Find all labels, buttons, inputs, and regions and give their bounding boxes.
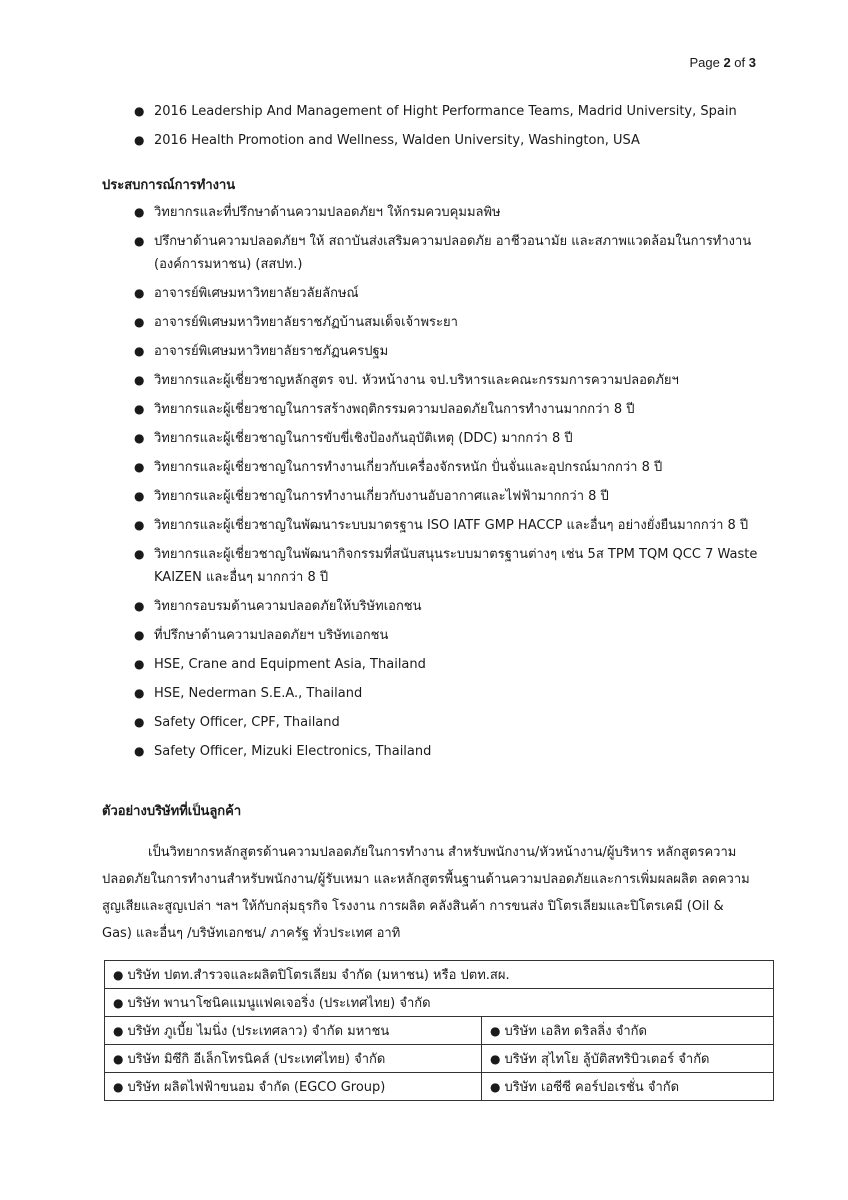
table-cell bbox=[105, 1045, 482, 1073]
page-number bbox=[689, 55, 756, 70]
table-cell bbox=[105, 1073, 482, 1101]
table-cell bbox=[482, 1073, 774, 1101]
page-total: 3 bbox=[748, 55, 756, 70]
experience-item: ● วิทยากรและผู้เชี่ยวชาญในการสร้างพฤติกรรมความปลอดภัยในการทำงานมากกว่า 8 ปี bbox=[134, 398, 774, 421]
clients-table bbox=[104, 960, 774, 1101]
experience-item: ● วิทยากรและผู้เชี่ยวชาญในพัฒนาระบบมาตรฐาน ISO IATF GMP HACCP และอื่นๆ อย่างยั่งยืนมากกว่า 8 ปี bbox=[134, 514, 774, 537]
table-cell bbox=[482, 1017, 774, 1045]
experience-item: ● วิทยากรอบรมด้านความปลอดภัยให้บริษัทเอกชน bbox=[134, 595, 774, 618]
bullet-icon: ● bbox=[113, 996, 124, 1010]
experience-item: ● วิทยากรและผู้เชี่ยวชาญในการทำงานเกี่ยวกับเครื่องจักรหนัก ปั่นจั่นและอุปกรณ์มากกว่า 8 ปี bbox=[134, 456, 774, 479]
experience-item: ● ปรึกษาด้านความปลอดภัยฯ ให้ สถาบันส่งเสริมความปลอดภัย อาชีวอนามัย และสภาพแวดล้อมในการทำงาน (องค์การมหาชน) (สสปท.) bbox=[134, 230, 774, 276]
bullet-icon: ● bbox=[113, 968, 124, 982]
table-row bbox=[105, 989, 774, 1017]
clients-heading: ตัวอย่างบริษัทที่เป็นลูกค้า bbox=[102, 804, 242, 819]
clients-intro-paragraph: เป็นวิทยากรหลักสูตรด้านความปลอดภัยในการทำงาน สำหรับพนักงาน/หัวหน้างาน/ผู้บริหาร หลักสูตรความปลอดภัยในการทำงานสำหรับพนักงาน/ผู้รับเหมา และหลักสูตรพื้นฐานด้านความปลอดภัยและการเพิ่มผลผลิต ลดความสูญเสียและสูญเปล่า ฯลฯ ให้กับกลุ่มธุรกิจ โรงงาน การผลิต คลังสินค้า การขนส่ง ปิโตรเลียมและปิโตรเคมี (Oil & Gas) และอื่นๆ /บริษัทเอกชน/ ภาครัฐ ทั่วประเทศ อาทิ bbox=[102, 845, 750, 941]
page-current: 2 bbox=[723, 55, 731, 70]
education-item: ● 2016 Leadership And Management of Hight Performance Teams, Madrid University, Spain bbox=[134, 100, 774, 123]
experience-item: ● วิทยากรและผู้เชี่ยวชาญในการขับขี่เชิงป้องกันอุบัติเหตุ (DDC) มากกว่า 8 ปี bbox=[134, 427, 774, 450]
client-name: บริษัท เอซีซี คอร์ปอเรชั่น จำกัด bbox=[504, 1080, 680, 1095]
table-cell bbox=[482, 1045, 774, 1073]
client-name: บริษัท ผลิตไฟฟ้าขนอม จำกัด (EGCO Group) bbox=[127, 1080, 386, 1095]
client-name: บริษัท สุไทโย ลู้บัติสทริบิวเตอร์ จำกัด bbox=[504, 1052, 710, 1067]
experience-item: ● วิทยากรและผู้เชี่ยวชาญในการทำงานเกี่ยวกับงานอับอากาศและไฟฟ้ามากกว่า 8 ปี bbox=[134, 485, 774, 508]
table-cell bbox=[105, 989, 774, 1017]
client-name: บริษัท ภูเบี้ย ไมนิ่ง (ประเทศลาว) จำกัด มหาชน bbox=[127, 1024, 390, 1039]
table-cell bbox=[105, 1017, 482, 1045]
client-name: บริษัท พานาโซนิคแมนูแฟคเจอริ่ง (ประเทศไทย) จำกัด bbox=[127, 996, 431, 1011]
experience-item: ● Safety Officer, Mizuki Electronics, Thailand bbox=[134, 740, 774, 763]
table-cell bbox=[105, 961, 774, 989]
experience-item: ● วิทยากรและที่ปรึกษาด้านความปลอดภัยฯ ให้กรมควบคุมมลพิษ bbox=[134, 201, 774, 224]
bullet-icon: ● bbox=[490, 1080, 501, 1094]
experience-item: ● อาจารย์พิเศษมหาวิทยาลัยราชภัฏนครปฐม bbox=[134, 340, 774, 363]
client-name: บริษัท เอลิท ดริลลิ่ง จำกัด bbox=[504, 1024, 647, 1039]
bullet-icon: ● bbox=[113, 1052, 124, 1066]
experience-item: ● วิทยากรและผู้เชี่ยวชาญหลักสูตร จป. หัวหน้างาน จป.บริหารและคณะกรรมการความปลอดภัยฯ bbox=[134, 369, 774, 392]
table-row bbox=[105, 961, 774, 989]
bullet-icon: ● bbox=[113, 1024, 124, 1038]
page-prefix: Page bbox=[689, 55, 720, 70]
table-row bbox=[105, 1045, 774, 1073]
client-name: บริษัท ปตท.สำรวจและผลิตปิโตรเลียม จำกัด (มหาชน) หรือ ปตท.สผ. bbox=[127, 968, 510, 983]
bullet-icon: ● bbox=[113, 1080, 124, 1094]
experience-item: ● HSE, Nederman S.E.A., Thailand bbox=[134, 682, 774, 705]
experience-item: ● HSE, Crane and Equipment Asia, Thailand bbox=[134, 653, 774, 676]
experience-item: ● วิทยากรและผู้เชี่ยวชาญในพัฒนากิจกรรมที่สนับสนุนระบบมาตรฐานต่างๆ เช่น 5ส TPM TQM QCC 7 Waste KAIZEN และอื่นๆ มากกว่า 8 ปี bbox=[134, 543, 774, 589]
experience-list bbox=[134, 201, 774, 769]
education-item: ● 2016 Health Promotion and Wellness, Walden University, Washington, USA bbox=[134, 129, 774, 152]
experience-item: ● อาจารย์พิเศษมหาวิทยาลัยราชภัฏบ้านสมเด็จเจ้าพระยา bbox=[134, 311, 774, 334]
bullet-icon: ● bbox=[490, 1024, 501, 1038]
education-list bbox=[134, 100, 774, 158]
experience-item: ● อาจารย์พิเศษมหาวิทยาลัยวลัยลักษณ์ bbox=[134, 282, 774, 305]
client-name: บริษัท มิซึกิ อีเล็กโทรนิคส์ (ประเทศไทย) จำกัด bbox=[127, 1052, 386, 1067]
table-row bbox=[105, 1017, 774, 1045]
experience-item: ● Safety Officer, CPF, Thailand bbox=[134, 711, 774, 734]
page-separator: of bbox=[734, 55, 746, 70]
bullet-icon: ● bbox=[490, 1052, 501, 1066]
experience-heading: ประสบการณ์การทำงาน bbox=[102, 178, 236, 193]
experience-item: ● ที่ปรึกษาด้านความปลอดภัยฯ บริษัทเอกชน bbox=[134, 624, 774, 647]
table-row bbox=[105, 1073, 774, 1101]
